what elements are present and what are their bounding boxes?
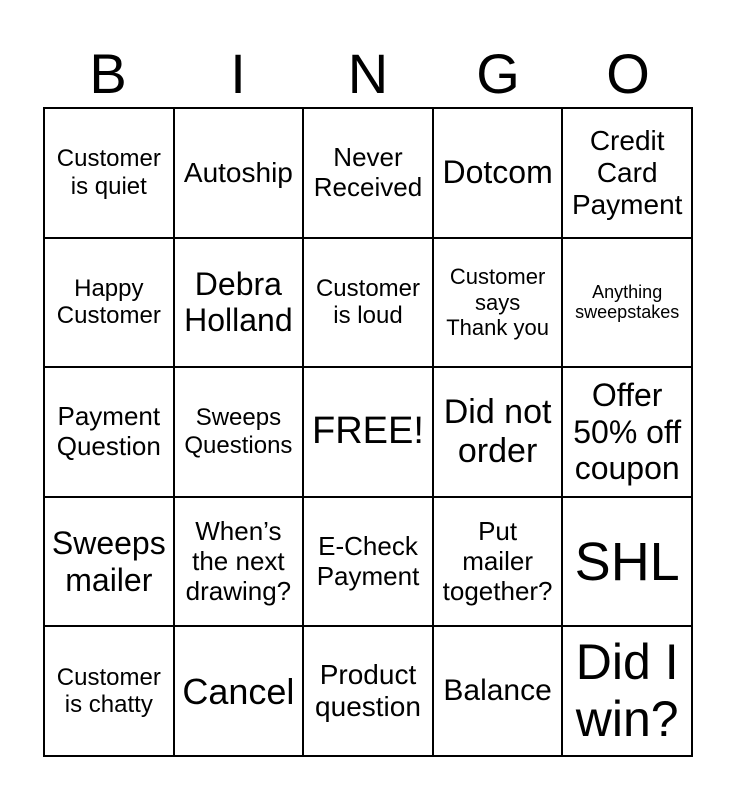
bingo-cell-label: Credit Card Payment <box>571 124 683 220</box>
bingo-cell-r3c1[interactable] <box>45 368 175 498</box>
header-letter-i: I <box>230 42 246 105</box>
bingo-cell-label: Cancel <box>182 670 295 712</box>
bingo-cell-label: Debra Holland <box>184 265 293 339</box>
bingo-cell-r1c2[interactable] <box>175 109 305 239</box>
bingo-cell-r5c5[interactable] <box>563 627 693 757</box>
bingo-cell-r5c3[interactable] <box>304 627 434 757</box>
bingo-cell-label: Product question <box>315 659 421 723</box>
header-letter-g: G <box>476 42 520 105</box>
header-letter-b: B <box>89 42 127 105</box>
bingo-cell-label: Sweeps Questions <box>184 404 293 459</box>
bingo-cell-label: Did not order <box>443 392 552 470</box>
bingo-cell-r4c1[interactable] <box>45 498 175 628</box>
bingo-cell-r5c2[interactable] <box>175 627 305 757</box>
bingo-cell-r2c3[interactable] <box>304 239 434 369</box>
bingo-cell-label: Anything sweepstakes <box>575 281 680 323</box>
bingo-cell-r2c1[interactable] <box>45 239 175 369</box>
bingo-cell-label: Balance <box>443 673 552 707</box>
bingo-header <box>43 40 693 108</box>
bingo-cell-label: When’s the next drawing? <box>185 515 292 606</box>
bingo-cell-label: Payment Question <box>56 401 161 461</box>
bingo-cell-label: E-Check Payment <box>316 530 420 591</box>
bingo-cell-label: Customer is chatty <box>56 663 161 719</box>
bingo-cell-label: SHL <box>574 531 680 592</box>
bingo-cell-label: Did I win? <box>575 633 679 748</box>
bingo-cell-r4c3[interactable] <box>304 498 434 628</box>
bingo-cell-r4c5[interactable] <box>563 498 693 628</box>
bingo-cell-r4c4[interactable] <box>434 498 564 628</box>
bingo-cell-r3c5[interactable] <box>563 368 693 498</box>
bingo-cell-r2c4[interactable] <box>434 239 564 369</box>
header-letter-n: N <box>347 42 389 105</box>
bingo-cell-r5c4[interactable] <box>434 627 564 757</box>
bingo-cell-r3c2[interactable] <box>175 368 305 498</box>
bingo-cell-r3c3[interactable] <box>304 368 434 498</box>
bingo-cell-r2c5[interactable] <box>563 239 693 369</box>
bingo-board <box>43 107 693 757</box>
bingo-cell-label: Customer is loud <box>315 274 420 330</box>
bingo-cell-label: Autoship <box>183 156 293 188</box>
header-letter-o: O <box>606 42 650 105</box>
bingo-cell-r4c2[interactable] <box>175 498 305 628</box>
bingo-cell-r1c4[interactable] <box>434 109 564 239</box>
bingo-cell-label: Customer is quiet <box>56 145 161 200</box>
bingo-cell-label: Offer 50% off coupon <box>573 376 682 487</box>
bingo-cell-r1c3[interactable] <box>304 109 434 239</box>
bingo-cell-r1c1[interactable] <box>45 109 175 239</box>
bingo-cell-r5c1[interactable] <box>45 627 175 757</box>
bingo-cell-label: Never Received <box>313 141 423 202</box>
bingo-cell-label: FREE! <box>312 410 424 453</box>
bingo-cell-label: Put mailer together? <box>442 515 553 606</box>
bingo-cell-label: Dotcom <box>442 154 553 191</box>
bingo-cell-label: Customer says Thank you <box>446 264 549 341</box>
bingo-cell-label: Sweeps mailer <box>51 524 166 598</box>
bingo-cell-label: Happy Customer <box>56 274 161 330</box>
bingo-cell-r2c2[interactable] <box>175 239 305 369</box>
bingo-cell-r1c5[interactable] <box>563 109 693 239</box>
bingo-cell-r3c4[interactable] <box>434 368 564 498</box>
